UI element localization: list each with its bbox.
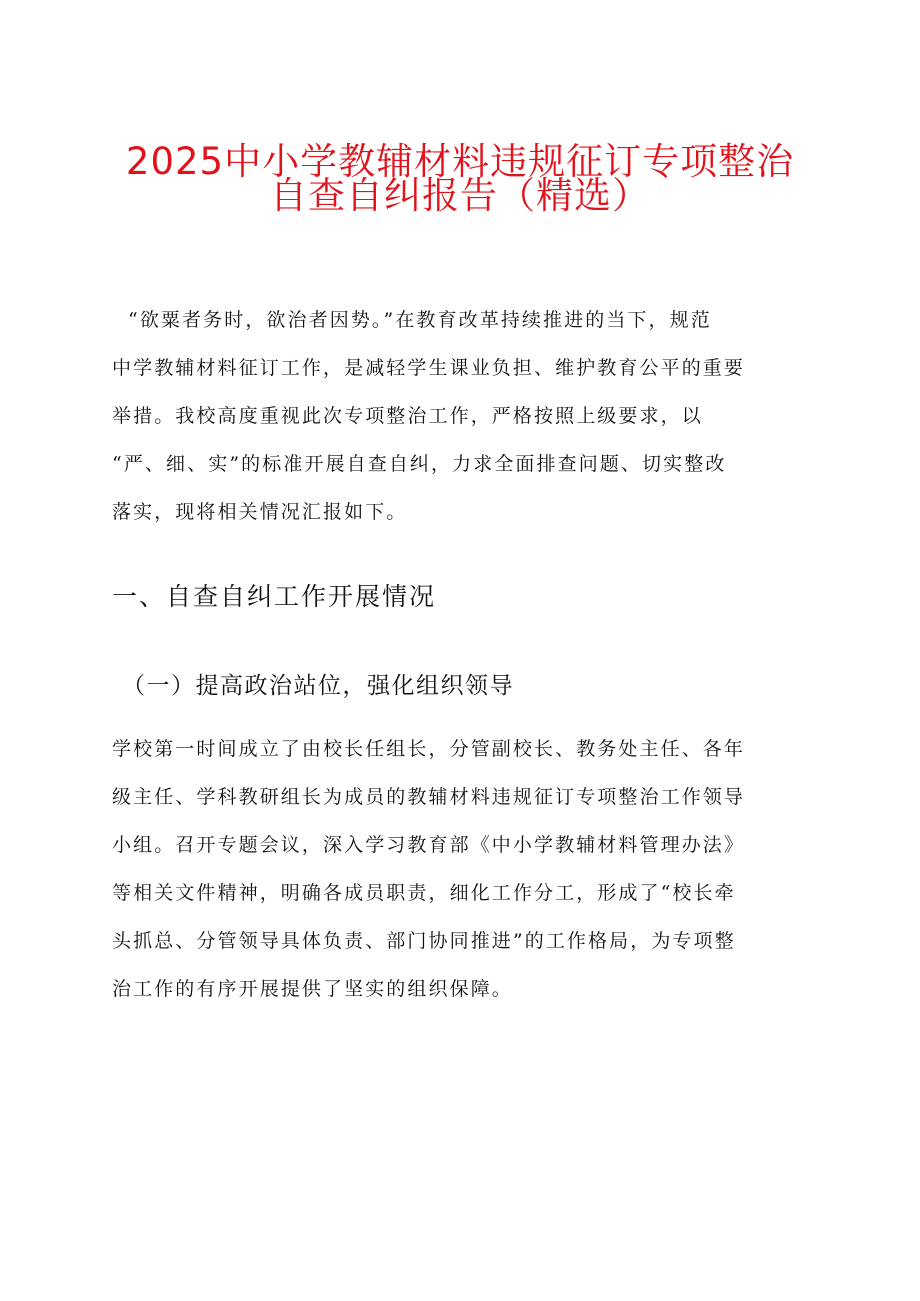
body-line-3: 小组。召开专题会议，深入学习教育部《中小学教辅材料管理办法》 [112, 834, 746, 856]
intro-line-4: “严、细、实”的标准开展自查自纠，力求全面排查问题、切实整改 [112, 453, 727, 475]
intro-line-3: 举措。我校高度重视此次专项整治工作，严格按照上级要求，以 [112, 405, 703, 427]
document-title-line-1: 2025中小学教辅材料违规征订专项整治 [125, 140, 795, 183]
body-line-6: 治工作的有序开展提供了坚实的组织保障。 [112, 978, 513, 1000]
intro-line-2: 中学教辅材料征订工作，是减轻学生课业负担、维护教育公平的重要 [112, 357, 746, 379]
body-line-4: 等相关文件精神，明确各成员职责，细化工作分工，形成了“校长牵 [112, 882, 736, 904]
body-line-1: 学校第一时间成立了由校长任组长，分管副校长、教务处主任、各年 [112, 738, 746, 760]
intro-line-1: “欲粟者务时，欲治者因势。”在教育改革持续推进的当下，规范 [128, 309, 712, 331]
intro-line-5: 落实，现将相关情况汇报如下。 [112, 501, 408, 523]
body-line-5: 头抓总、分管领导具体负责、部门协同推进”的工作格局，为专项整 [112, 930, 736, 952]
subsection-heading-1: （一）提高政治站位，强化组织领导 [122, 673, 514, 699]
intro-paragraph [112, 296, 812, 536]
body-line-2: 级主任、学科教研组长为成员的教辅材料违规征订专项整治工作领导 [112, 786, 746, 808]
section-heading-1: 一、自查自纠工作开展情况 [112, 582, 437, 611]
subsection-1-paragraph [112, 725, 812, 1013]
document-title-line-2: 自查自纠报告（精选） [270, 174, 650, 217]
